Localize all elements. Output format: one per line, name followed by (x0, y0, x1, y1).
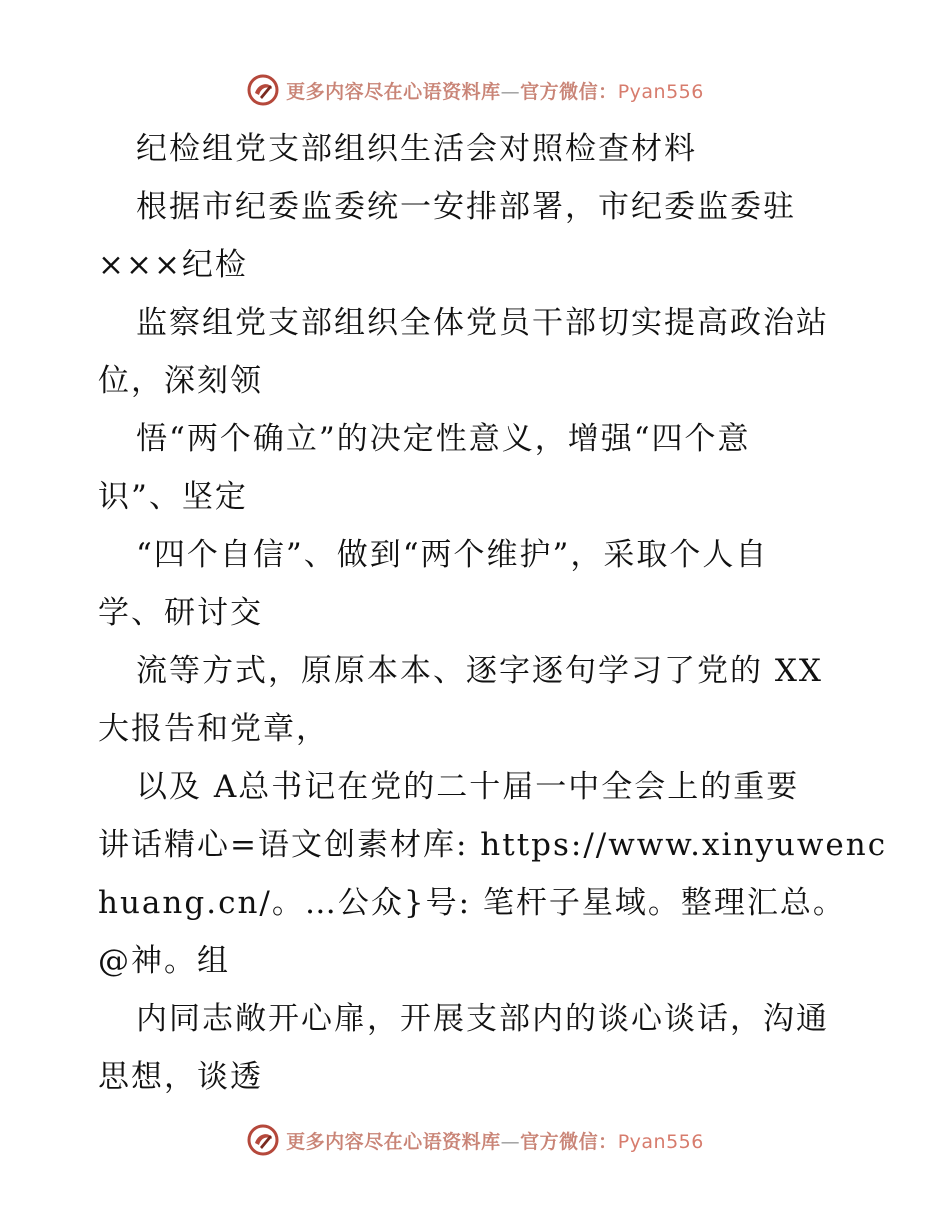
banner-handle: Pyan556 (617, 80, 704, 103)
banner-tail-text: 官方微信： (520, 1130, 618, 1153)
text-line: “四个自信”、做到“两个维护”，采取个人自 (136, 537, 769, 573)
text-line: 流等方式，原原本本、逐字逐句学习了党的 XX (136, 653, 823, 689)
banner-handle: Pyan556 (617, 1130, 704, 1153)
swirl-logo-icon (246, 73, 280, 107)
text-line: 识”、坚定 (98, 479, 248, 515)
text-line: 悟“两个确立”的决定性意义，增强“四个意 (136, 421, 751, 457)
text-line: @神。组 (98, 943, 230, 979)
banner-separator: — (500, 80, 521, 103)
text-line: ×××纪检 (98, 247, 248, 283)
banner-tail-text: 官方微信： (520, 80, 618, 103)
text-line: 监察组党支部组织全体党员干部切实提高政治站 (136, 305, 829, 341)
banner-main-text: 更多内容尽在心语资料库 (286, 1130, 501, 1153)
banner-separator: — (500, 1130, 521, 1153)
swirl-logo-icon (246, 1123, 280, 1157)
banner-main-text: 更多内容尽在心语资料库 (286, 80, 501, 103)
text-line: 以及 A总书记在党的二十届一中全会上的重要 (136, 769, 800, 805)
text-line: 思想，谈透 (98, 1059, 263, 1095)
text-line: 讲话精心=语文创素材库: https://www.xinyuwenc (98, 827, 888, 863)
banner-text (286, 1127, 704, 1154)
banner-text (286, 77, 704, 104)
document-title: 纪检组党支部组织生活会对照检查材料 (136, 131, 697, 167)
text-line: 大报告和党章， (98, 711, 329, 747)
footer-banner (0, 1118, 950, 1162)
text-line: huang.cn/。…公众}号: 笔杆子星域。整理汇总。 (98, 885, 846, 921)
text-line: 根据市纪委监委统一安排部署，市纪委监委驻 (136, 189, 796, 225)
text-line: 位，深刻领 (98, 363, 263, 399)
header-banner (0, 68, 950, 112)
text-line: 内同志敞开心扉，开展支部内的谈心谈话，沟通 (136, 1001, 829, 1037)
document-body (98, 120, 888, 1106)
text-line: 学、研讨交 (98, 595, 263, 631)
